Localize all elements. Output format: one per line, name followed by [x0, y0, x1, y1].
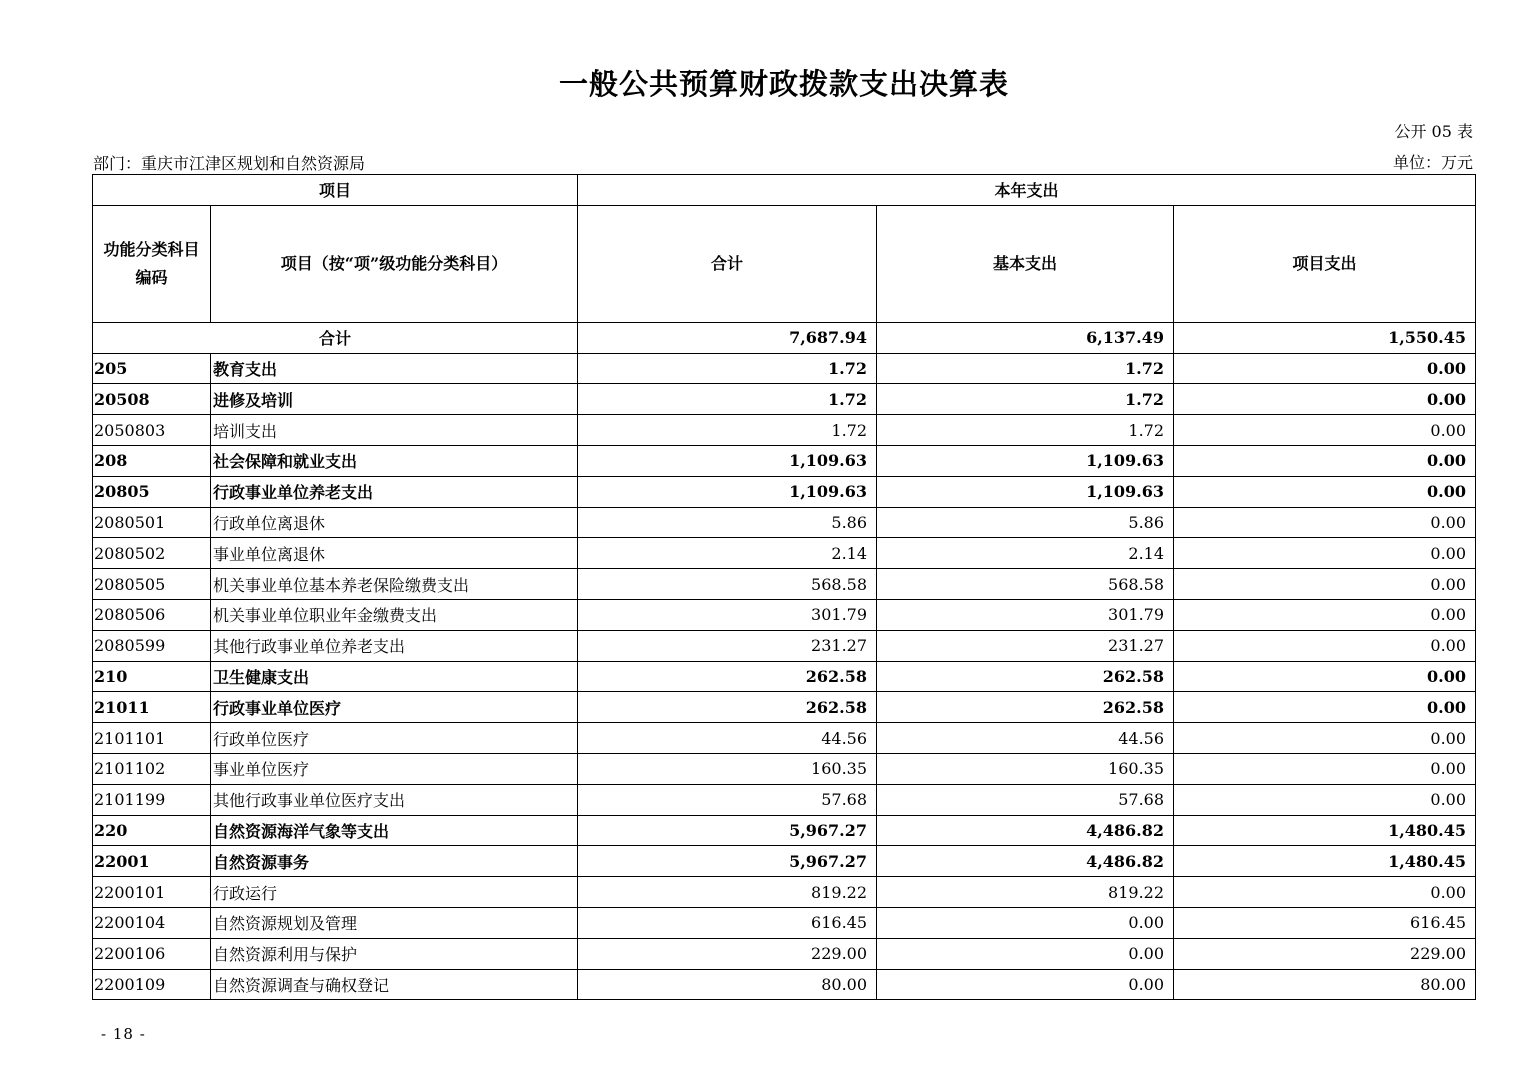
row-project: 0.00 [1174, 877, 1476, 908]
row-code: 205 [93, 353, 211, 384]
table-row [93, 815, 1476, 846]
row-code: 21011 [93, 692, 211, 723]
total-label: 合计 [93, 322, 578, 353]
row-project: 80.00 [1174, 969, 1476, 1000]
row-name: 卫生健康支出 [211, 661, 578, 692]
row-code: 2080505 [93, 569, 211, 600]
row-name: 自然资源调查与确权登记 [211, 969, 578, 1000]
row-total: 616.45 [578, 907, 877, 938]
row-total: 5.86 [578, 507, 877, 538]
row-basic: 4,486.82 [877, 846, 1174, 877]
table-row [93, 661, 1476, 692]
header-code-line1: 功能分类科目 [103, 239, 200, 259]
header-name: 项目（按“项”级功能分类科目） [211, 205, 578, 322]
row-project: 0.00 [1174, 476, 1476, 507]
row-code: 2080501 [93, 507, 211, 538]
row-name: 行政事业单位养老支出 [211, 476, 578, 507]
row-basic: 1.72 [877, 384, 1174, 415]
header-current-year: 本年支出 [578, 175, 1476, 206]
row-code: 2200106 [93, 938, 211, 969]
row-code: 2050803 [93, 415, 211, 446]
row-basic: 1.72 [877, 415, 1174, 446]
table-row [93, 384, 1476, 415]
row-name: 自然资源事务 [211, 846, 578, 877]
table-row [93, 415, 1476, 446]
row-basic: 1.72 [877, 353, 1174, 384]
page-title: 一般公共预算财政拨款支出决算表 [558, 67, 1009, 101]
page-number: - 18 - [101, 1025, 146, 1043]
row-code: 22001 [93, 846, 211, 877]
row-code: 20508 [93, 384, 211, 415]
row-name: 教育支出 [211, 353, 578, 384]
row-code: 20805 [93, 476, 211, 507]
row-project: 0.00 [1174, 415, 1476, 446]
row-name: 自然资源海洋气象等支出 [211, 815, 578, 846]
row-code: 2101199 [93, 784, 211, 815]
table-row [93, 569, 1476, 600]
row-total: 5,967.27 [578, 815, 877, 846]
row-total: 57.68 [578, 784, 877, 815]
row-total: 262.58 [578, 661, 877, 692]
row-project: 0.00 [1174, 630, 1476, 661]
row-name: 其他行政事业单位医疗支出 [211, 784, 578, 815]
row-basic: 0.00 [877, 938, 1174, 969]
row-code: 2101102 [93, 753, 211, 784]
header-total: 合计 [578, 205, 877, 322]
total-basic: 6,137.49 [877, 322, 1174, 353]
row-basic: 2.14 [877, 538, 1174, 569]
table-row [93, 445, 1476, 476]
row-project: 0.00 [1174, 661, 1476, 692]
header-basic: 基本支出 [877, 205, 1174, 322]
row-name: 社会保障和就业支出 [211, 445, 578, 476]
row-basic: 5.86 [877, 507, 1174, 538]
table-row [93, 538, 1476, 569]
header-code [93, 205, 211, 322]
table-row [93, 599, 1476, 630]
header-project-expenditure: 项目支出 [1174, 205, 1476, 322]
row-basic: 819.22 [877, 877, 1174, 908]
row-project: 229.00 [1174, 938, 1476, 969]
row-name: 进修及培训 [211, 384, 578, 415]
row-project: 0.00 [1174, 384, 1476, 415]
table-row [93, 723, 1476, 754]
row-basic: 568.58 [877, 569, 1174, 600]
row-total: 2.14 [578, 538, 877, 569]
row-total: 301.79 [578, 599, 877, 630]
row-name: 行政单位离退休 [211, 507, 578, 538]
row-name: 其他行政事业单位养老支出 [211, 630, 578, 661]
row-total: 568.58 [578, 569, 877, 600]
row-name: 行政运行 [211, 877, 578, 908]
total-sum: 7,687.94 [578, 322, 877, 353]
row-project: 0.00 [1174, 692, 1476, 723]
row-code: 220 [93, 815, 211, 846]
row-project: 0.00 [1174, 723, 1476, 754]
table-row [93, 692, 1476, 723]
row-basic: 4,486.82 [877, 815, 1174, 846]
table-row [93, 938, 1476, 969]
header-code-line2: 编码 [135, 267, 168, 287]
row-name: 行政事业单位医疗 [211, 692, 578, 723]
row-basic: 0.00 [877, 969, 1174, 1000]
row-name: 事业单位离退休 [211, 538, 578, 569]
row-project: 1,480.45 [1174, 846, 1476, 877]
row-code: 2080599 [93, 630, 211, 661]
department-label: 部门：重庆市江津区规划和自然资源局 [93, 154, 366, 173]
row-name: 自然资源利用与保护 [211, 938, 578, 969]
row-basic: 57.68 [877, 784, 1174, 815]
row-basic: 0.00 [877, 907, 1174, 938]
expenditure-table [92, 174, 1476, 1000]
row-project: 0.00 [1174, 599, 1476, 630]
row-code: 2080502 [93, 538, 211, 569]
row-name: 行政单位医疗 [211, 723, 578, 754]
row-code: 2080506 [93, 599, 211, 630]
form-number: 公开 05 表 [1394, 122, 1473, 141]
row-code: 2200101 [93, 877, 211, 908]
table-row [93, 753, 1476, 784]
row-total: 231.27 [578, 630, 877, 661]
row-code: 2200109 [93, 969, 211, 1000]
table-row [93, 846, 1476, 877]
row-total: 819.22 [578, 877, 877, 908]
header-project: 项目 [93, 175, 578, 206]
row-project: 0.00 [1174, 569, 1476, 600]
row-total: 1.72 [578, 415, 877, 446]
table-row [93, 630, 1476, 661]
row-total: 1,109.63 [578, 476, 877, 507]
row-total: 262.58 [578, 692, 877, 723]
row-code: 208 [93, 445, 211, 476]
table-row [93, 877, 1476, 908]
row-basic: 301.79 [877, 599, 1174, 630]
table-row [93, 353, 1476, 384]
total-project: 1,550.45 [1174, 322, 1476, 353]
row-project: 0.00 [1174, 507, 1476, 538]
row-total: 1,109.63 [578, 445, 877, 476]
row-basic: 231.27 [877, 630, 1174, 661]
row-project: 0.00 [1174, 538, 1476, 569]
row-total: 229.00 [578, 938, 877, 969]
row-basic: 160.35 [877, 753, 1174, 784]
row-project: 0.00 [1174, 445, 1476, 476]
row-project: 0.00 [1174, 784, 1476, 815]
row-project: 1,480.45 [1174, 815, 1476, 846]
row-project: 0.00 [1174, 353, 1476, 384]
row-total: 5,967.27 [578, 846, 877, 877]
row-name: 自然资源规划及管理 [211, 907, 578, 938]
row-code: 2101101 [93, 723, 211, 754]
row-name: 培训支出 [211, 415, 578, 446]
row-basic: 262.58 [877, 661, 1174, 692]
table-row [93, 969, 1476, 1000]
table-row [93, 907, 1476, 938]
row-total: 44.56 [578, 723, 877, 754]
unit-label: 单位：万元 [1392, 153, 1473, 172]
table-row [93, 476, 1476, 507]
row-basic: 1,109.63 [877, 445, 1174, 476]
table-row [93, 507, 1476, 538]
row-project: 0.00 [1174, 753, 1476, 784]
table-row [93, 784, 1476, 815]
row-total: 160.35 [578, 753, 877, 784]
row-basic: 44.56 [877, 723, 1174, 754]
row-name: 机关事业单位职业年金缴费支出 [211, 599, 578, 630]
row-code: 2200104 [93, 907, 211, 938]
total-row [93, 322, 1476, 353]
row-project: 616.45 [1174, 907, 1476, 938]
row-total: 1.72 [578, 384, 877, 415]
row-basic: 262.58 [877, 692, 1174, 723]
row-name: 事业单位医疗 [211, 753, 578, 784]
row-total: 80.00 [578, 969, 877, 1000]
row-code: 210 [93, 661, 211, 692]
row-name: 机关事业单位基本养老保险缴费支出 [211, 569, 578, 600]
row-total: 1.72 [578, 353, 877, 384]
row-basic: 1,109.63 [877, 476, 1174, 507]
